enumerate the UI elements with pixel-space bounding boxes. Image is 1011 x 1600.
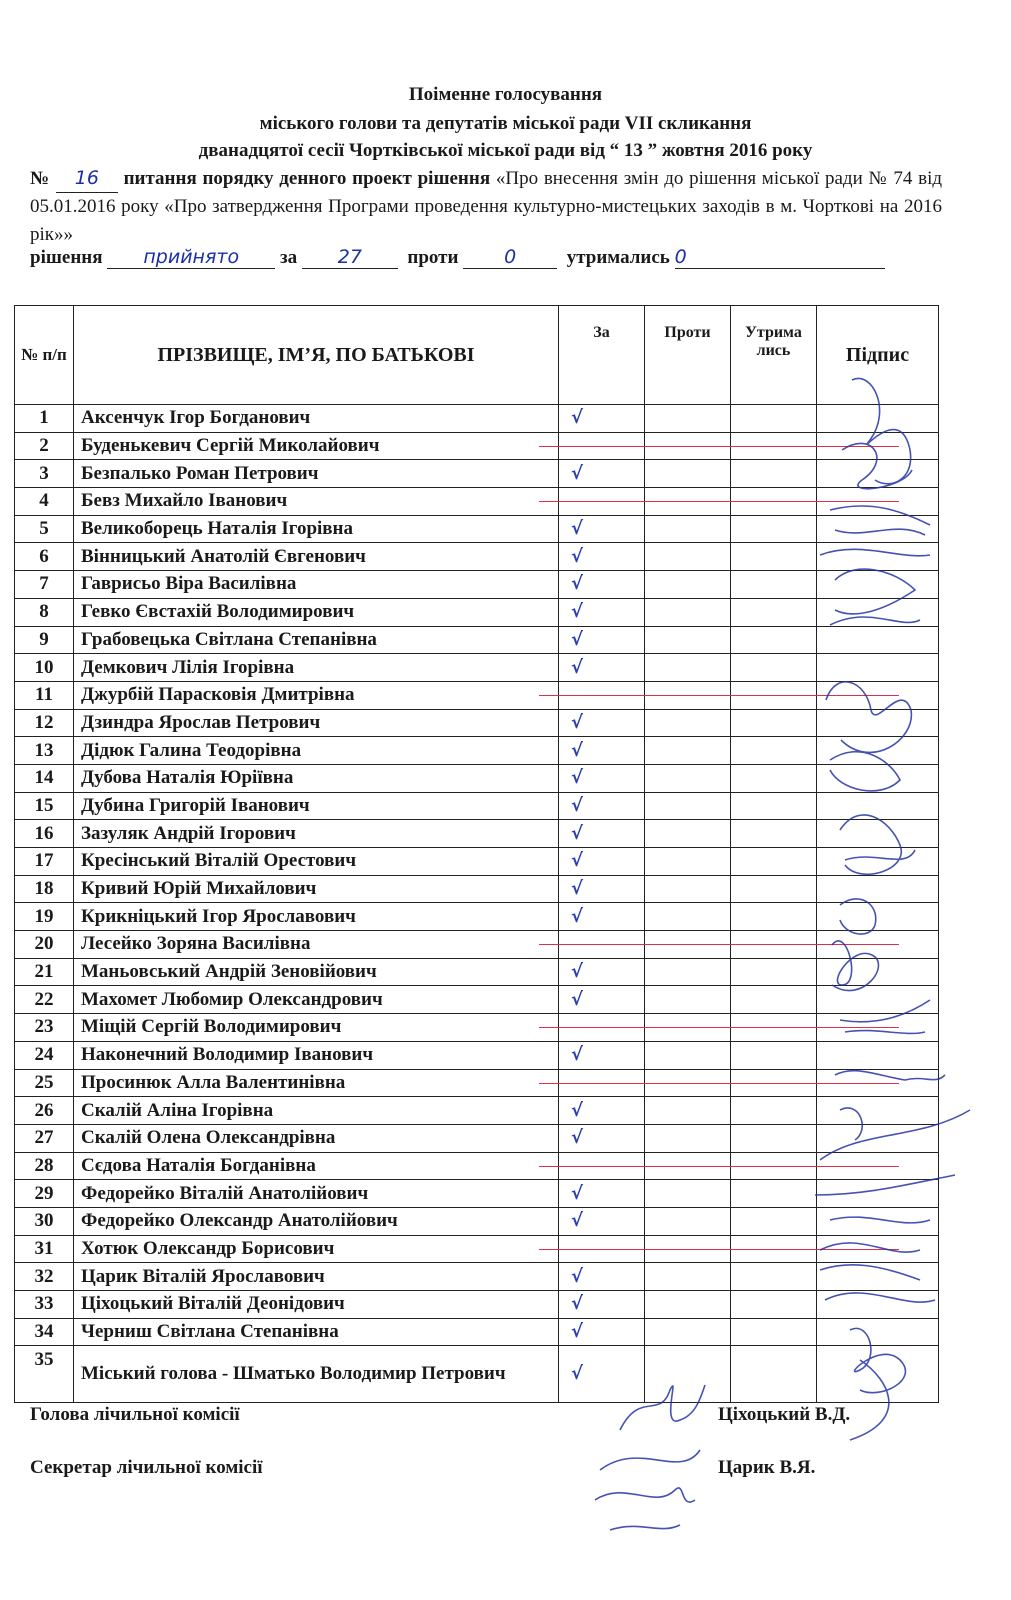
deputy-name: Черниш Світлана Степанівна	[74, 1318, 559, 1346]
chair-name: Ціхоцький В.Д.	[718, 1404, 851, 1425]
for-label: за	[280, 247, 298, 268]
check-mark-icon: √	[571, 1321, 584, 1343]
col-no-header: № п/п	[15, 306, 74, 405]
deputy-name: Сєдова Наталія Богданівна	[74, 1152, 559, 1180]
row-number: 19	[15, 903, 74, 931]
row-number: 21	[15, 958, 74, 986]
check-mark-icon: √	[571, 767, 584, 789]
deputy-name: Зазуляк Андрій Ігорович	[74, 820, 559, 848]
row-number: 22	[15, 986, 74, 1014]
check-mark-icon: √	[571, 407, 584, 429]
deputy-name: Маньовський Андрій Зеновійович	[74, 958, 559, 986]
row-number: 16	[15, 820, 74, 848]
row-number: 9	[15, 626, 74, 654]
decision-label: рішення	[30, 247, 103, 268]
check-mark-icon: √	[571, 822, 584, 844]
deputy-name: Махомет Любомир Олександрович	[74, 986, 559, 1014]
deputy-name: Дзиндра Ярослав Петрович	[74, 709, 559, 737]
deputy-name: Наконечний Володимир Іванович	[74, 1041, 559, 1069]
question-no-label: №	[30, 168, 51, 189]
deputy-name: Федорейко Віталій Анатолійович	[74, 1180, 559, 1208]
deputy-name: Джурбій Парасковія Дмитрівна	[74, 681, 559, 709]
row-number: 8	[15, 598, 74, 626]
row-number: 14	[15, 764, 74, 792]
row-number: 3	[15, 460, 74, 488]
deputy-name: Великоборець Наталія Ігорівна	[74, 515, 559, 543]
deputy-name: Міщій Сергій Володимирович	[74, 1014, 559, 1042]
row-number: 25	[15, 1069, 74, 1097]
col-against-header: Проти	[645, 306, 731, 405]
check-mark-icon: √	[571, 601, 584, 623]
check-mark-icon: √	[571, 1363, 584, 1385]
row-number: 11	[15, 681, 74, 709]
check-mark-icon: √	[571, 739, 584, 761]
secretary-label: Секретар лічильної комісії	[30, 1457, 263, 1478]
for-value: 27	[302, 246, 398, 269]
check-mark-icon: √	[571, 1099, 584, 1121]
deputy-name: Кривий Юрій Михайлович	[74, 875, 559, 903]
check-mark-icon: √	[571, 878, 584, 900]
row-number: 31	[15, 1235, 74, 1263]
title-line-2: міського голови та депутатів міської ради VII скликання	[259, 113, 752, 134]
check-mark-icon: √	[571, 1210, 584, 1232]
deputy-name: Аксенчук Ігор Богданович	[74, 405, 559, 433]
question-bold-text: питання порядку денного проект рішення	[123, 168, 491, 189]
deputy-name: Демкович Лілія Ігорівна	[74, 654, 559, 682]
deputy-name: Крикніцький Ігор Ярославович	[74, 903, 559, 931]
check-mark-icon: √	[571, 1127, 584, 1149]
row-number: 28	[15, 1152, 74, 1180]
row-number: 7	[15, 571, 74, 599]
check-mark-icon: √	[571, 1044, 584, 1066]
check-mark-icon: √	[571, 961, 584, 983]
deputy-name: Дубова Наталія Юріївна	[74, 764, 559, 792]
row-number: 20	[15, 931, 74, 959]
check-mark-icon: √	[571, 850, 584, 872]
deputy-name: Скалій Аліна Ігорівна	[74, 1097, 559, 1125]
row-number: 4	[15, 488, 74, 516]
row-number: 29	[15, 1180, 74, 1208]
deputy-name: Гевко Євстахій Володимирович	[74, 598, 559, 626]
col-abstain-header: Утрима лись	[731, 306, 817, 405]
title-line-3: дванадцятої сесії Чортківської міської ради від “ 13 ” жовтня 2016 року	[198, 140, 813, 161]
deputy-name: Дубина Григорій Іванович	[74, 792, 559, 820]
deputy-name: Грабовецька Світлана Степанівна	[74, 626, 559, 654]
abstain-label: утримались	[566, 247, 670, 268]
check-mark-icon: √	[571, 1293, 584, 1315]
abstain-value: 0	[675, 246, 885, 269]
row-number: 18	[15, 875, 74, 903]
deputy-name: Буденькевич Сергій Миколайович	[74, 432, 559, 460]
row-number: 34	[15, 1318, 74, 1346]
check-mark-icon: √	[571, 988, 584, 1010]
check-mark-icon: √	[571, 518, 584, 540]
question-no-value: 16	[56, 164, 118, 193]
row-number: 32	[15, 1263, 74, 1291]
col-sign-header: Підпис	[817, 306, 939, 405]
deputy-name: Гаврисьо Віра Василівна	[74, 571, 559, 599]
check-mark-icon: √	[571, 462, 584, 484]
question-text: «Про внесення змін до рішення міської ради № 74 від 05.01.2016 року «Про затвердження Програми проведення культурно-мистецьких заходів в м. Чорткові на 2016 рік»»	[30, 168, 943, 245]
col-name-header: ПРІЗВИЩЕ, ІМ’Я, ПО БАТЬКОВІ	[74, 306, 559, 405]
row-number: 13	[15, 737, 74, 765]
deputy-name: Вінницький Анатолій Євгенович	[74, 543, 559, 571]
row-number: 1	[15, 405, 74, 433]
row-number: 10	[15, 654, 74, 682]
deputy-name: Федорейко Олександр Анатолійович	[74, 1207, 559, 1235]
row-number: 30	[15, 1207, 74, 1235]
title-line-1: Поіменне голосування	[408, 84, 603, 105]
row-number: 26	[15, 1097, 74, 1125]
row-number: 23	[15, 1014, 74, 1042]
deputy-name: Дідюк Галина Теодорівна	[74, 737, 559, 765]
row-number: 12	[15, 709, 74, 737]
row-number: 17	[15, 848, 74, 876]
deputy-name: Міський голова - Шматько Володимир Петрович	[74, 1346, 559, 1403]
deputy-name: Безпалько Роман Петрович	[74, 460, 559, 488]
against-value: 0	[463, 246, 557, 269]
deputy-name: Царик Віталій Ярославович	[74, 1263, 559, 1291]
check-mark-icon: √	[571, 1182, 584, 1204]
deputy-name: Скалій Олена Олександрівна	[74, 1124, 559, 1152]
check-mark-icon: √	[571, 1265, 584, 1287]
deputy-name: Лесейко Зоряна Василівна	[74, 931, 559, 959]
row-number: 33	[15, 1291, 74, 1319]
deputy-name: Просинюк Алла Валентинівна	[74, 1069, 559, 1097]
row-number: 6	[15, 543, 74, 571]
secretary-name: Царик В.Я.	[718, 1457, 816, 1478]
row-number: 27	[15, 1124, 74, 1152]
decision-value: прийнято	[107, 246, 275, 269]
deputy-name: Ціхоцький Віталій Деонідович	[74, 1291, 559, 1319]
deputy-name: Хотюк Олександр Борисович	[74, 1235, 559, 1263]
against-label: проти	[407, 247, 459, 268]
deputy-name: Бевз Михайло Іванович	[74, 488, 559, 516]
chair-label: Голова лічильної комісії	[30, 1404, 240, 1425]
check-mark-icon: √	[571, 656, 584, 678]
check-mark-icon: √	[571, 545, 584, 567]
check-mark-icon: √	[571, 905, 584, 927]
row-number: 35	[15, 1346, 74, 1403]
deputy-name: Кресінський Віталій Орестович	[74, 848, 559, 876]
row-number: 2	[15, 432, 74, 460]
check-mark-icon: √	[571, 573, 584, 595]
check-mark-icon: √	[571, 628, 584, 650]
check-mark-icon: √	[571, 711, 584, 733]
col-for-header: За	[559, 306, 645, 405]
check-mark-icon: √	[571, 794, 584, 816]
row-number: 5	[15, 515, 74, 543]
row-number: 15	[15, 792, 74, 820]
row-number: 24	[15, 1041, 74, 1069]
